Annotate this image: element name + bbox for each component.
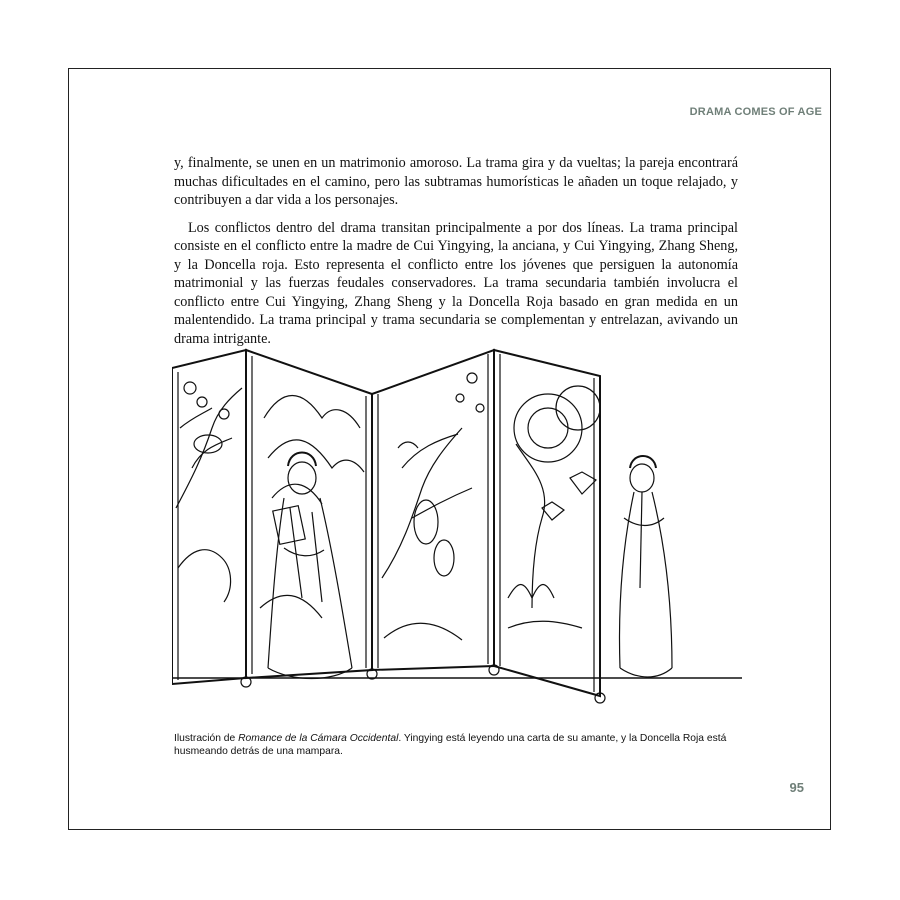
figure-caption xyxy=(174,732,744,758)
page-number: 95 xyxy=(789,780,804,795)
paragraph-1: y, finalmente, se unen en un matrimonio amoroso. La trama gira y da vueltas; la pareja encontrará muchas dificultades en el camino, pero las subtramas humorísticas le añaden un toque relajado, y contribuyen a dar vida a los personajes. xyxy=(174,155,738,208)
caption-prefix: Ilustración de xyxy=(174,733,239,744)
running-header: DRAMA COMES OF AGE xyxy=(689,106,822,118)
caption-suffix: . Yingying está leyendo una carta de su amante, y la Doncella Roja está husmeando detrás de una mampara. xyxy=(174,733,727,757)
body-text xyxy=(174,154,738,357)
caption-title: Romance de la Cámara Occidental xyxy=(238,733,399,744)
folding-screen-illustration xyxy=(172,348,742,718)
paragraph-2: Los conflictos dentro del drama transitan principalmente a por dos líneas. La trama principal consiste en el conflicto entre la madre de Cui Yingying, la anciana, y Cui Yingying, Zhang Sheng, y la Doncella roja. Esto representa el conflicto entre los jóvenes que persiguen la autonomía matrimonial y las fuerzas feudales conservadores. La trama secundaria también involucra el conflicto entre Cui Yingying, Zhang Sheng y la Doncella Roja basado en gran medida en un malentendido. La trama principal y trama secundaria se complementan y entrelazan, avivando un drama intrigante. xyxy=(174,219,738,347)
